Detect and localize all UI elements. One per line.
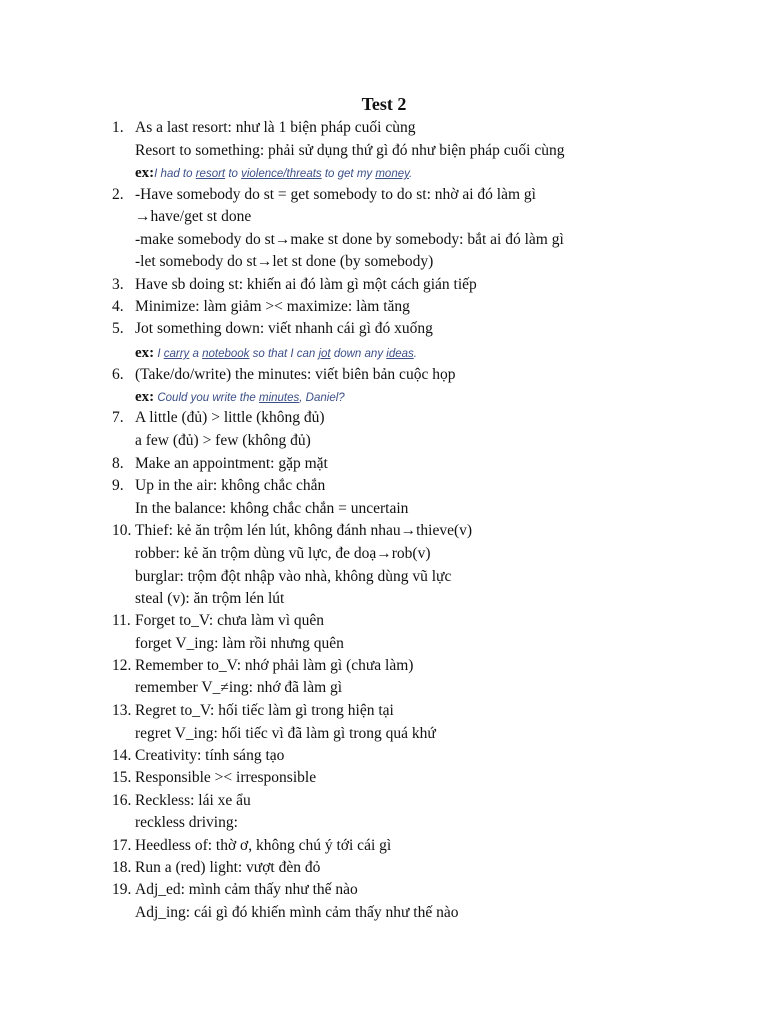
item-number: 17.	[112, 837, 132, 854]
item-number: 6.	[112, 366, 124, 383]
dictionary-link[interactable]: money	[375, 168, 410, 180]
item-line: As a last resort: như là 1 biện pháp cuối cùng	[135, 119, 416, 136]
item-number: 7.	[112, 409, 124, 426]
item-line: A little (đủ) > little (không đủ)	[135, 409, 325, 426]
item-line: remember V_≠ing: nhớ đã làm gì	[135, 679, 343, 696]
example-fragment: so that I can	[249, 348, 319, 360]
item-line: Regret to_V: hối tiếc làm gì trong hiện tại	[135, 702, 394, 719]
item-number: 1.	[112, 119, 124, 136]
example-sentence	[135, 344, 417, 363]
item-line: a few (đủ) > few (không đủ)	[135, 432, 311, 449]
item-number: 15.	[112, 769, 132, 786]
example-sentence	[135, 164, 412, 183]
item-number: 5.	[112, 320, 124, 337]
example-label: ex:	[135, 389, 155, 405]
item-line: -make somebody do st→make st done by somebody: bắt ai đó làm gì	[135, 231, 564, 248]
example-fragment: Could you write the	[154, 392, 259, 404]
example-fragment: to	[225, 168, 242, 180]
dictionary-link[interactable]: notebook	[202, 348, 250, 360]
dictionary-link[interactable]: resort	[195, 168, 226, 180]
dictionary-link[interactable]: minutes	[259, 392, 300, 404]
item-number: 14.	[112, 747, 132, 764]
example-fragment: to get my	[321, 168, 376, 180]
item-line: In the balance: không chắc chắn = uncertain	[135, 500, 409, 517]
example-fragment: .	[409, 168, 413, 180]
item-number: 13.	[112, 702, 132, 719]
item-line: burglar: trộm đột nhập vào nhà, không dùng vũ lực	[135, 568, 452, 585]
example-fragment: .	[413, 348, 417, 360]
item-number: 18.	[112, 859, 132, 876]
item-number: 12.	[112, 657, 132, 674]
item-line: -let somebody do st→let st done (by somebody)	[135, 253, 434, 270]
example-fragment: I had to	[154, 168, 196, 180]
example-sentence	[135, 388, 345, 407]
item-line: forget V_ing: làm rồi nhưng quên	[135, 635, 344, 652]
item-line: →have/get st done	[135, 208, 252, 225]
item-number: 11.	[112, 612, 131, 629]
item-line: Adj_ing: cái gì đó khiến mình cảm thấy như thế nào	[135, 904, 459, 921]
item-line: Creativity: tính sáng tạo	[135, 747, 285, 764]
item-number: 9.	[112, 477, 124, 494]
example-text	[154, 168, 412, 180]
item-line: Resort to something: phải sử dụng thứ gì đó như biện pháp cuối cùng	[135, 142, 565, 159]
item-line: Forget to_V: chưa làm vì quên	[135, 612, 325, 629]
item-line: Run a (red) light: vượt đèn đỏ	[135, 859, 321, 876]
item-line: Adj_ed: mình cảm thấy như thế nào	[135, 881, 358, 898]
dictionary-link[interactable]: jot	[318, 348, 331, 360]
item-number: 3.	[112, 276, 124, 293]
item-line: Remember to_V: nhớ phải làm gì (chưa làm)	[135, 657, 414, 674]
item-line: (Take/do/write) the minutes: viết biên bản cuộc họp	[135, 366, 456, 383]
dictionary-link[interactable]: ideas	[386, 348, 414, 360]
item-line: Have sb doing st: khiến ai đó làm gì một cách gián tiếp	[135, 276, 477, 293]
example-text	[154, 348, 417, 360]
example-fragment: I	[154, 348, 164, 360]
item-line: Jot something down: viết nhanh cái gì đó xuống	[135, 320, 433, 337]
item-number: 8.	[112, 455, 124, 472]
item-number: 19.	[112, 881, 132, 898]
item-line: Responsible >< irresponsible	[135, 769, 317, 786]
example-label: ex:	[135, 165, 155, 181]
item-line: Up in the air: không chắc chắn	[135, 477, 326, 494]
item-line: Minimize: làm giảm >< maximize: làm tăng	[135, 298, 410, 315]
example-fragment: down any	[330, 348, 387, 360]
example-fragment: , Daniel?	[299, 392, 345, 404]
item-line: steal (v): ăn trộm lén lút	[135, 590, 285, 607]
example-label: ex:	[135, 345, 155, 361]
item-number: 2.	[112, 186, 124, 203]
item-number: 4.	[112, 298, 124, 315]
dictionary-link[interactable]: carry	[163, 348, 190, 360]
example-fragment: a	[189, 348, 203, 360]
item-number: 16.	[112, 792, 132, 809]
item-number: 10.	[112, 522, 132, 539]
example-text	[154, 392, 345, 404]
item-line: Heedless of: thờ ơ, không chú ý tới cái gì	[135, 837, 392, 854]
item-line: regret V_ing: hối tiếc vì đã làm gì trong quá khứ	[135, 725, 436, 742]
page-title: Test 2	[361, 94, 407, 114]
item-line: reckless driving:	[135, 814, 238, 831]
item-line: Reckless: lái xe ẩu	[135, 792, 251, 809]
item-line: -Have somebody do st = get somebody to do st: nhờ ai đó làm gì	[135, 186, 536, 203]
item-line: robber: kẻ ăn trộm dùng vũ lực, đe doạ→rob(v)	[135, 545, 431, 562]
item-line: Make an appointment: gặp mặt	[135, 455, 328, 472]
dictionary-link[interactable]: violence/threats	[241, 168, 322, 180]
item-line: Thief: kẻ ăn trộm lén lút, không đánh nhau→thieve(v)	[135, 522, 473, 539]
